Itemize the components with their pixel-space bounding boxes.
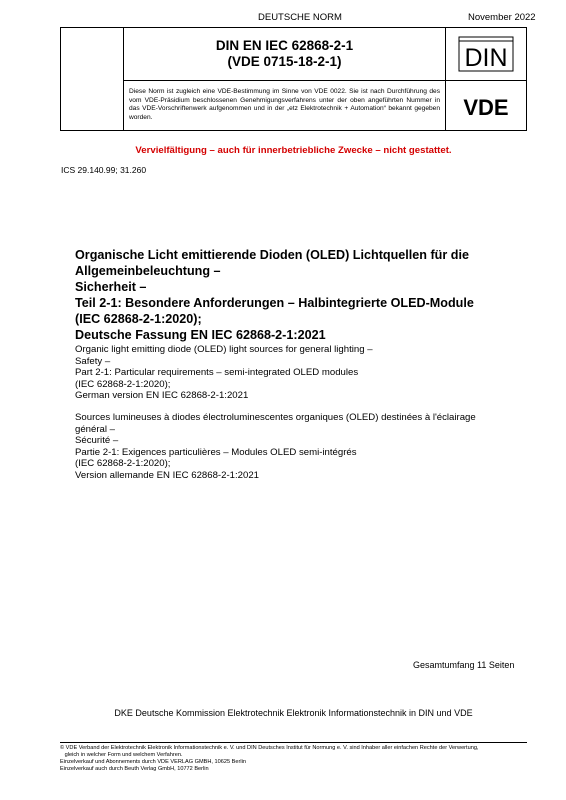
norm-type: DEUTSCHE NORM — [258, 12, 342, 23]
footer-line: Einzelverkauf und Abonnements durch VDE VERLAG GMBH, 10625 Berlin — [60, 759, 246, 765]
title-german-line: Deutsche Fassung EN IEC 62868-2-1:2021 — [75, 328, 326, 342]
vde-notice: Diese Norm ist zugleich eine VDE-Bestimmung im Sinne von VDE 0022. Sie ist nach Durchführung des vom VDE-Präsidium beschlossenen Genehmigungsverfahrens unter der oben angeführten Nummer in das VDE-Vorschriftenwerk aufgenommen und in der „etz Elektrotechnik + Automation“ bekannt gegeben worden. — [129, 88, 440, 121]
title-french-line: (IEC 62868-2-1:2020); — [75, 458, 171, 470]
title-french-line: général – — [75, 423, 116, 435]
title-german-line: Organische Licht emittierende Dioden (OLED) Lichtquellen für die — [75, 248, 469, 262]
vde-logo-text: VDE — [463, 96, 509, 118]
title-english-line: Safety – — [75, 355, 111, 367]
title-english-line: (IEC 62868-2-1:2020); — [75, 378, 171, 390]
title-german-line: Sicherheit – — [75, 280, 147, 294]
footer-line: © VDE Verband der Elektrotechnik Elektronik Informationstechnik e. V. und DIN Deutsches Institut für Normung e. V. sind Inhaber aller einfachen Rechte der Verwertung, — [60, 745, 479, 751]
footer-divider — [60, 742, 527, 743]
title-english-line: Organic light emitting diode (OLED) light sources for general lighting – — [75, 344, 373, 355]
title-french — [75, 412, 525, 482]
title-german — [75, 247, 525, 343]
copy-warning: Vervielfältigung – auch für innerbetriebliche Zwecke – nicht gestattet. — [135, 145, 452, 156]
vde-number: (VDE 0715-18-2-1) — [227, 54, 342, 69]
footer — [60, 745, 530, 773]
title-english-line: Part 2-1: Particular requirements – semi-integrated OLED modules — [75, 367, 359, 379]
standard-number: DIN EN IEC 62868-2-1 — [215, 38, 354, 53]
title-french-line: Sources lumineuses à diodes électroluminescentes organiques (OLED) destinées à l'éclairage — [75, 412, 476, 423]
title-french-line: Sécurité – — [75, 435, 119, 447]
title-english-line: German version EN IEC 62868-2-1:2021 — [75, 390, 249, 402]
title-french-line: Partie 2-1: Exigences particulières – Modules OLED semi-intégrés — [75, 446, 357, 458]
total-pages: Gesamtumfang 11 Seiten — [413, 660, 515, 670]
dke-committee: DKE Deutsche Kommission Elektrotechnik Elektronik Informationstechnik in DIN und VDE — [114, 708, 473, 718]
din-logo — [458, 36, 514, 72]
title-french-line: Version allemande EN IEC 62868-2-1:2021 — [75, 469, 259, 481]
publication-date: November 2022 — [468, 12, 536, 23]
footer-line: Einzelverkauf auch durch Beuth Verlag GmbH, 10772 Berlin — [60, 766, 209, 772]
title-german-line: (IEC 62868-2-1:2020); — [75, 312, 202, 326]
title-german-line: Teil 2-1: Besondere Anforderungen – Halbintegrierte OLED-Module — [75, 296, 474, 310]
vde-logo — [454, 96, 518, 118]
title-german-line: Allgemeinbeleuchtung – — [75, 264, 221, 278]
footer-line: gleich in welcher Form und welchem Verfahren. — [60, 752, 183, 758]
title-english — [75, 344, 525, 402]
ics-code: ICS 29.140.99; 31.260 — [61, 165, 147, 175]
din-logo-text: DIN — [464, 44, 508, 72]
